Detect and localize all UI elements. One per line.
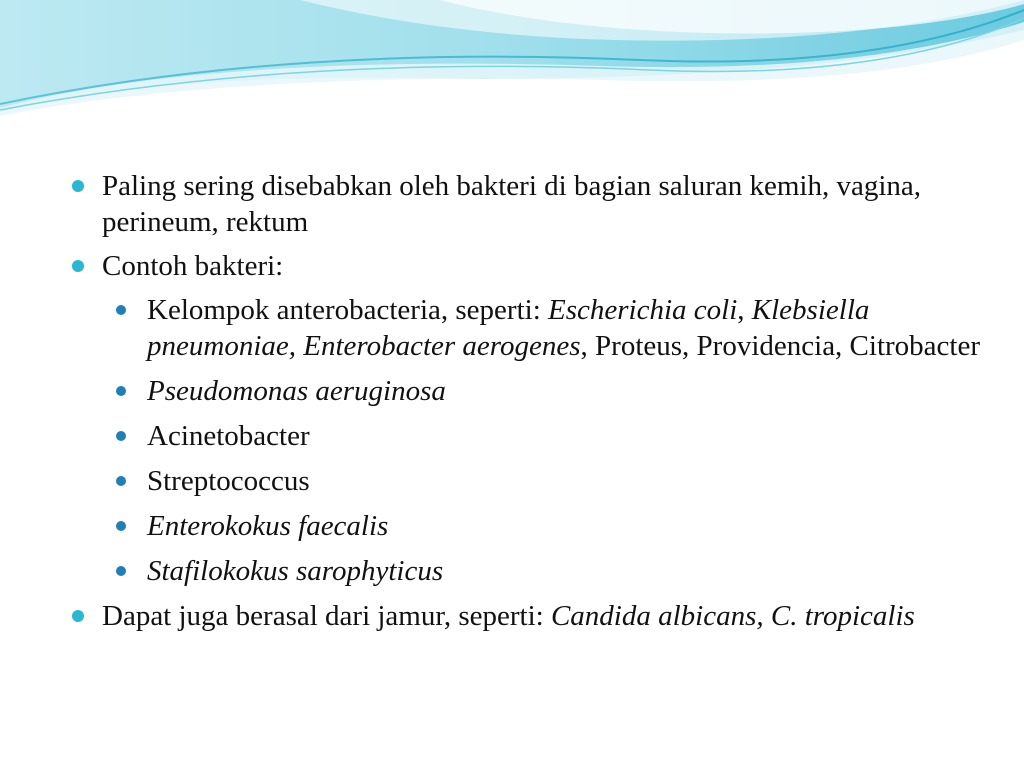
list-item	[70, 598, 990, 634]
sub-list-item	[102, 508, 990, 544]
bullet-icon	[72, 180, 84, 192]
bullet-icon	[116, 476, 126, 486]
sub-list-item	[102, 292, 990, 364]
species-name: Pseudomonas aeruginosa	[147, 375, 446, 407]
sub-list-item	[102, 553, 990, 589]
item-text: Contoh bakteri:	[102, 250, 284, 282]
sub-item-text: , Proteus, Providencia, Citrobacter	[580, 330, 981, 362]
bullet-icon	[116, 305, 126, 315]
species-name: Stafilokokus sarophyticus	[147, 555, 444, 587]
sub-item-text: ,	[737, 294, 752, 326]
header-wave-decoration	[0, 0, 1024, 120]
species-name: Enterokokus faecalis	[147, 510, 389, 542]
sub-list-item	[102, 418, 990, 454]
item-text: Paling sering disebabkan oleh bakteri di bagian saluran kemih, vagina, perineum, rektum	[102, 170, 922, 238]
sub-list-item	[102, 463, 990, 499]
species-name: Candida albicans, C. tropicalis	[550, 600, 915, 632]
list-item	[70, 248, 990, 589]
sub-item-text: Kelompok anterobacteria, seperti:	[147, 294, 549, 326]
bullet-icon	[116, 386, 126, 396]
sub-list	[102, 292, 990, 589]
bullet-icon	[72, 260, 84, 272]
sub-list-item	[102, 373, 990, 409]
bullet-icon	[116, 566, 126, 576]
slide-content	[70, 168, 990, 642]
bullet-icon	[116, 521, 126, 531]
bullet-icon	[72, 610, 84, 622]
bullet-icon	[116, 431, 126, 441]
item-text: Dapat juga berasal dari jamur, seperti:	[102, 600, 551, 632]
list-item	[70, 168, 990, 240]
species-name: Escherichia coli	[548, 294, 738, 326]
sub-item-text: Acinetobacter	[147, 420, 310, 452]
species-name: Klebsiella pneumoniae, Enterobacter aerogenes	[147, 294, 870, 362]
bullet-list	[70, 168, 990, 634]
sub-item-text: Streptococcus	[147, 465, 310, 497]
